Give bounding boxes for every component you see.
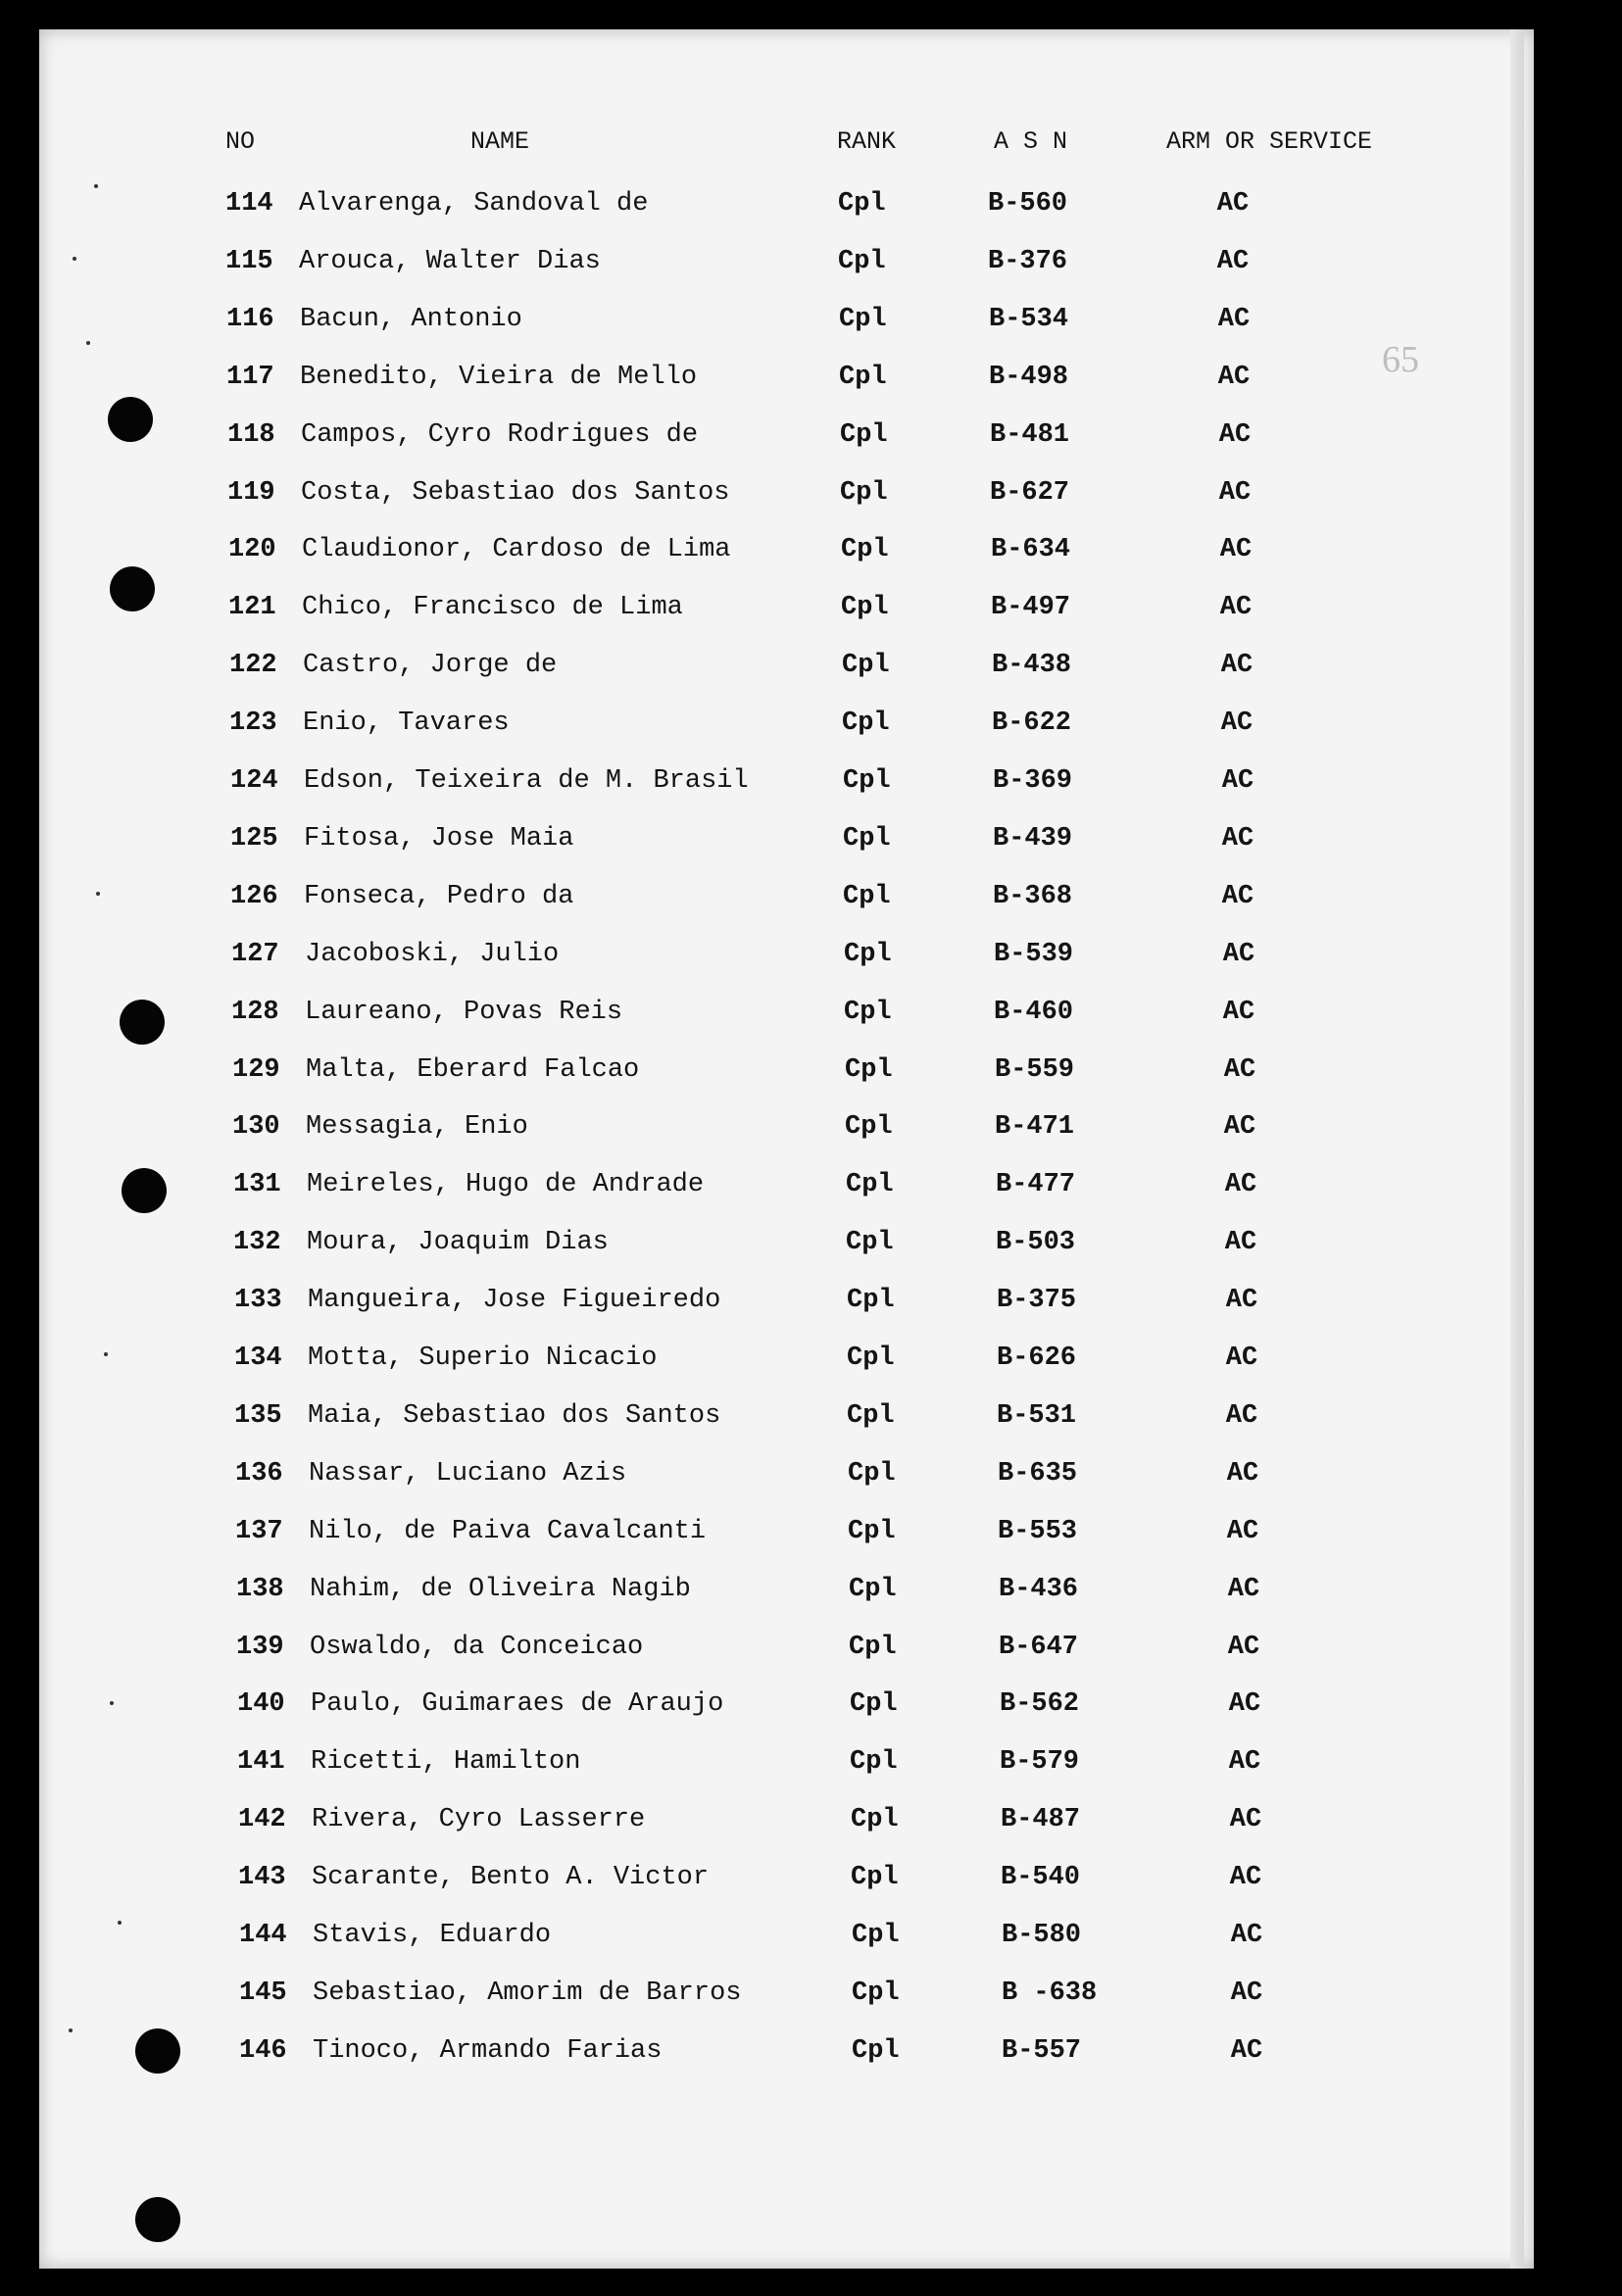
row-asn: B-376 <box>988 246 1068 276</box>
row-asn: B-375 <box>997 1286 1077 1316</box>
row-asn: B-627 <box>990 477 1070 508</box>
row-rank: Cpl <box>846 1170 894 1200</box>
row-arm-or-service: AC <box>1217 304 1251 334</box>
row-arm-or-service: AC <box>1221 823 1254 854</box>
table-row <box>39 1685 1534 1724</box>
page-number: 65 <box>1382 339 1419 380</box>
row-name: Tinoco, Armando Farias <box>313 2035 663 2066</box>
row-rank: Cpl <box>850 1689 898 1720</box>
row-rank: Cpl <box>846 1228 894 1258</box>
row-asn: B-460 <box>994 997 1074 1027</box>
row-asn: B-559 <box>995 1054 1075 1085</box>
row-name: Nahim, de Oliveira Nagib <box>310 1574 691 1604</box>
row-asn: B-471 <box>995 1112 1075 1143</box>
table-row <box>39 761 1534 801</box>
row-number: 118 <box>227 419 275 450</box>
row-number: 120 <box>228 535 276 565</box>
row-rank: Cpl <box>842 651 890 681</box>
row-name: Bacun, Antonio <box>300 304 522 334</box>
row-name: Oswaldo, da Conceicao <box>310 1632 644 1662</box>
table-row <box>39 1916 1534 1955</box>
row-asn: B-580 <box>1002 1921 1082 1950</box>
row-name: Fitosa, Jose Maia <box>304 823 574 854</box>
row-arm-or-service: AC <box>1225 1286 1258 1316</box>
row-rank: Cpl <box>850 1747 898 1778</box>
table-row <box>39 184 1534 223</box>
row-rank: Cpl <box>838 246 886 276</box>
row-number: 134 <box>234 1343 282 1373</box>
row-rank: Cpl <box>845 1112 893 1143</box>
row-arm-or-service: AC <box>1225 1400 1258 1431</box>
row-rank: Cpl <box>843 881 891 911</box>
table-row <box>39 1800 1534 1839</box>
row-number: 139 <box>236 1632 284 1662</box>
row-rank: Cpl <box>845 1054 893 1085</box>
row-asn: B-477 <box>996 1170 1076 1200</box>
row-arm-or-service: AC <box>1227 1632 1260 1662</box>
row-number: 116 <box>226 304 274 334</box>
row-name: Laureano, Povas Reis <box>305 997 623 1027</box>
row-asn: B-635 <box>998 1458 1078 1489</box>
table-row <box>39 1570 1534 1609</box>
row-rank: Cpl <box>844 997 892 1027</box>
table-row <box>39 1050 1534 1090</box>
row-number: 130 <box>232 1112 280 1143</box>
row-arm-or-service: AC <box>1224 1228 1257 1258</box>
row-number: 131 <box>233 1170 281 1200</box>
row-asn: B-540 <box>1001 1863 1081 1893</box>
row-asn: B-531 <box>997 1400 1077 1431</box>
row-arm-or-service: AC <box>1221 881 1254 911</box>
row-arm-or-service: AC <box>1222 939 1255 969</box>
table-row <box>39 646 1534 685</box>
row-name: Motta, Superio Nicacio <box>308 1343 658 1373</box>
row-name: Moura, Joaquim Dias <box>307 1228 609 1258</box>
row-arm-or-service: AC <box>1216 246 1250 276</box>
row-arm-or-service: AC <box>1227 1574 1260 1604</box>
row-rank: Cpl <box>848 1516 896 1546</box>
row-arm-or-service: AC <box>1223 1054 1256 1085</box>
row-arm-or-service: AC <box>1230 1921 1263 1950</box>
table-row <box>39 1107 1534 1147</box>
row-rank: Cpl <box>847 1343 895 1373</box>
row-rank: Cpl <box>840 477 888 508</box>
row-arm-or-service: AC <box>1219 535 1253 565</box>
row-rank: Cpl <box>848 1458 896 1489</box>
table-row <box>39 242 1534 281</box>
row-asn: B-487 <box>1001 1805 1081 1835</box>
row-rank: Cpl <box>849 1574 897 1604</box>
row-rank: Cpl <box>851 1805 899 1835</box>
row-asn: B-534 <box>989 304 1069 334</box>
row-arm-or-service: AC <box>1225 1343 1258 1373</box>
row-name: Maia, Sebastiao dos Santos <box>308 1400 721 1431</box>
row-rank: Cpl <box>844 939 892 969</box>
table-row <box>39 1339 1534 1378</box>
row-asn: B-498 <box>989 362 1069 392</box>
row-number: 128 <box>231 997 279 1027</box>
table-row <box>39 415 1534 455</box>
row-rank: Cpl <box>841 535 889 565</box>
row-asn: B-626 <box>997 1343 1077 1373</box>
table-row <box>39 1512 1534 1551</box>
row-name: Claudionor, Cardoso de Lima <box>302 535 731 565</box>
row-number: 125 <box>230 823 278 854</box>
row-number: 123 <box>229 708 277 739</box>
table-row <box>39 530 1534 569</box>
row-arm-or-service: AC <box>1229 1805 1262 1835</box>
table-row <box>39 1974 1534 2013</box>
row-number: 126 <box>230 881 278 911</box>
row-number: 119 <box>227 477 275 508</box>
row-number: 129 <box>232 1054 280 1085</box>
table-row <box>39 1742 1534 1782</box>
row-name: Castro, Jorge de <box>303 651 558 681</box>
row-asn: B -638 <box>1002 1978 1098 2008</box>
row-asn: B-369 <box>993 766 1073 796</box>
row-asn: B-439 <box>993 823 1073 854</box>
row-number: 142 <box>238 1805 286 1835</box>
row-arm-or-service: AC <box>1221 766 1254 796</box>
table-row <box>39 704 1534 743</box>
row-name: Stavis, Eduardo <box>313 1921 552 1950</box>
row-name: Campos, Cyro Rodrigues de <box>301 419 699 450</box>
row-number: 137 <box>235 1516 283 1546</box>
table-row <box>39 300 1534 339</box>
table-row <box>39 819 1534 858</box>
row-number: 141 <box>237 1747 285 1778</box>
row-rank: Cpl <box>843 823 891 854</box>
row-asn: B-539 <box>994 939 1074 969</box>
table-row <box>39 1165 1534 1204</box>
row-rank: Cpl <box>840 419 888 450</box>
row-asn: B-368 <box>993 881 1073 911</box>
row-arm-or-service: AC <box>1230 1978 1263 2008</box>
row-number: 143 <box>238 1863 286 1893</box>
speck <box>86 341 90 345</box>
table-row <box>39 1628 1534 1667</box>
row-number: 114 <box>225 189 273 219</box>
row-rank: Cpl <box>852 1921 900 1950</box>
row-arm-or-service: AC <box>1222 997 1255 1027</box>
table-row <box>39 877 1534 916</box>
row-arm-or-service: AC <box>1220 708 1253 739</box>
row-name: Fonseca, Pedro da <box>304 881 574 911</box>
row-name: Sebastiao, Amorim de Barros <box>313 1978 742 2008</box>
row-number: 124 <box>230 766 278 796</box>
row-arm-or-service: AC <box>1226 1516 1259 1546</box>
row-number: 138 <box>236 1574 284 1604</box>
row-number: 133 <box>234 1286 282 1316</box>
row-name: Arouca, Walter Dias <box>299 246 601 276</box>
row-number: 132 <box>233 1228 281 1258</box>
row-rank: Cpl <box>847 1286 895 1316</box>
row-rank: Cpl <box>839 304 887 334</box>
punch-hole <box>135 2197 180 2242</box>
row-arm-or-service: AC <box>1220 651 1253 681</box>
row-name: Paulo, Guimaraes de Araujo <box>311 1689 724 1720</box>
row-name: Rivera, Cyro Lasserre <box>312 1805 646 1835</box>
row-arm-or-service: AC <box>1216 189 1250 219</box>
row-asn: B-560 <box>988 189 1068 219</box>
row-rank: Cpl <box>838 189 886 219</box>
row-number: 121 <box>228 593 276 623</box>
row-asn: B-436 <box>999 1574 1079 1604</box>
row-name: Mangueira, Jose Figueiredo <box>308 1286 721 1316</box>
document-page <box>39 29 1534 2269</box>
row-rank: Cpl <box>852 2035 900 2066</box>
row-number: 146 <box>239 2035 287 2066</box>
row-rank: Cpl <box>839 362 887 392</box>
table-row <box>39 1454 1534 1493</box>
row-arm-or-service: AC <box>1230 2035 1263 2066</box>
table-row <box>39 473 1534 513</box>
row-rank: Cpl <box>852 1978 900 2008</box>
row-name: Enio, Tavares <box>303 708 510 739</box>
header-asn: A S N <box>994 127 1068 156</box>
row-rank: Cpl <box>842 708 890 739</box>
row-arm-or-service: AC <box>1229 1863 1262 1893</box>
row-number: 135 <box>234 1400 282 1431</box>
table-row <box>39 1223 1534 1262</box>
row-rank: Cpl <box>847 1400 895 1431</box>
row-asn: B-647 <box>999 1632 1079 1662</box>
row-asn: B-562 <box>1000 1689 1080 1720</box>
row-arm-or-service: AC <box>1217 362 1251 392</box>
row-asn: B-497 <box>991 593 1071 623</box>
row-name: Nilo, de Paiva Cavalcanti <box>309 1516 707 1546</box>
row-name: Edson, Teixeira de M. Brasil <box>304 766 749 796</box>
row-rank: Cpl <box>849 1632 897 1662</box>
row-arm-or-service: AC <box>1219 593 1253 623</box>
row-name: Chico, Francisco de Lima <box>302 593 683 623</box>
table-row <box>39 358 1534 397</box>
row-name: Nassar, Luciano Azis <box>309 1458 627 1489</box>
row-number: 145 <box>239 1978 287 2008</box>
row-asn: B-553 <box>998 1516 1078 1546</box>
row-arm-or-service: AC <box>1224 1170 1257 1200</box>
row-number: 115 <box>225 246 273 276</box>
row-number: 136 <box>235 1458 283 1489</box>
row-asn: B-503 <box>996 1228 1076 1258</box>
row-rank: Cpl <box>843 766 891 796</box>
table-row <box>39 1396 1534 1436</box>
row-asn: B-634 <box>991 535 1071 565</box>
table-row <box>39 1281 1534 1320</box>
row-asn: B-481 <box>990 419 1070 450</box>
row-arm-or-service: AC <box>1223 1112 1256 1143</box>
row-number: 127 <box>231 939 279 969</box>
row-asn: B-622 <box>992 708 1072 739</box>
row-rank: Cpl <box>841 593 889 623</box>
row-arm-or-service: AC <box>1218 477 1252 508</box>
row-name: Costa, Sebastiao dos Santos <box>301 477 730 508</box>
header-rank: RANK <box>837 127 897 156</box>
header-no: NO <box>225 127 256 156</box>
row-name: Malta, Eberard Falcao <box>306 1054 640 1085</box>
row-number: 144 <box>239 1921 287 1950</box>
row-arm-or-service: AC <box>1218 419 1252 450</box>
row-arm-or-service: AC <box>1228 1689 1261 1720</box>
row-name: Scarante, Bento A. Victor <box>312 1863 710 1893</box>
row-arm-or-service: AC <box>1228 1747 1261 1778</box>
row-asn: B-579 <box>1000 1747 1080 1778</box>
row-arm-or-service: AC <box>1226 1458 1259 1489</box>
row-name: Jacoboski, Julio <box>305 939 560 969</box>
row-name: Alvarenga, Sandoval de <box>299 189 649 219</box>
row-name: Meireles, Hugo de Andrade <box>307 1170 705 1200</box>
table-row <box>39 1858 1534 1897</box>
row-name: Ricetti, Hamilton <box>311 1747 581 1778</box>
row-number: 122 <box>229 651 277 681</box>
row-name: Benedito, Vieira de Mello <box>300 362 698 392</box>
row-asn: B-438 <box>992 651 1072 681</box>
row-asn: B-557 <box>1002 2035 1082 2066</box>
row-name: Messagia, Enio <box>306 1112 528 1143</box>
table-row <box>39 2031 1534 2071</box>
table-row <box>39 993 1534 1032</box>
header-arm-or-service: ARM OR SERVICE <box>1165 127 1373 156</box>
row-number: 140 <box>237 1689 285 1720</box>
row-number: 117 <box>226 362 274 392</box>
header-name: NAME <box>470 127 530 156</box>
table-row <box>39 588 1534 627</box>
table-row <box>39 935 1534 974</box>
row-rank: Cpl <box>851 1863 899 1893</box>
